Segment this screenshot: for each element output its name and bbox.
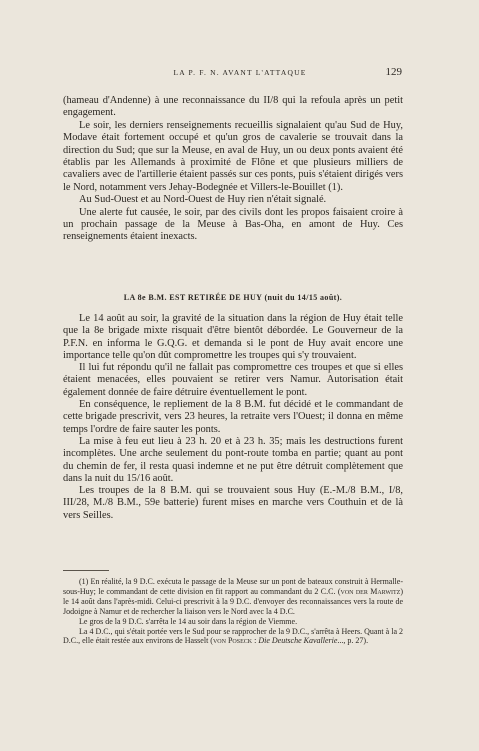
footnote-text: : (252, 636, 259, 646)
book-title: Die Deutsche Kavallerie (258, 636, 338, 646)
footnote-text: (1) En réalité, la 9 D.C. exécuta le passage de la Meuse sur un pont de bateaux construit à Hermalle-sous-Huy; le commandant de cette division en fit rapport au commandant du 2 C.C. ( (63, 577, 403, 596)
paragraph: En conséquence, le repliement de la 8 B.M. fut décidé et le commandant de cette brigade prescrivit, vers 23 heures, la retraite vers l'Ouest; il donna en même temps l'ordre de faire sauter les ponts. (63, 399, 403, 435)
section-heading: LA 8e B.M. EST RETIRÉE DE HUY (nuit du 14/15 août). (123, 293, 343, 302)
footnote (63, 627, 403, 647)
section-text (63, 313, 403, 522)
footnote (63, 577, 403, 617)
paragraph: Les troupes de la 8 B.M. qui se trouvaient sous Huy (E.-M./8 B.M., I/8, III/28, M./8 B.M., 59e batterie) furent mises en marche vers Couthuin et de là vers Seilles. (63, 485, 403, 521)
paragraph: Une alerte fut causée, le soir, par des civils dont les propos faisaient croire à un prochain passage de la Meuse à Bas-Oha, en amont de Huy. Ces renseignements étaient inexacts. (63, 206, 403, 243)
paragraph: Le 14 août au soir, la gravité de la situation dans la région de Huy était telle que la 8e brigade mixte risquait d'être bientôt débordée. Le Gouverneur de la P.F.N. en informa le G.Q.G. et demanda si le pont de Huy avait encore une importance telle qu'on dût compromettre les troupes qui s'y trouvaient. (63, 313, 403, 361)
footnotes (63, 577, 403, 646)
footnote-rule (63, 570, 109, 571)
paragraph: Le soir, les derniers renseignements recueillis signalaient qu'au Sud de Huy, Modave était fortement occupé et qu'un gros de cavalerie se trouvait dans la direction du Sud; que sur la Meuse, en aval de Huy, un ou deux ponts avaient été établis par les Allemands à proximité de Flône et que plusieurs milliers de cavaliers avec de l'artillerie étaient passés sur ces ponts, puis s'étaient dirigés vers le Nord, notamment vers Jehay-Bodegnée et Villers-le-Bouillet (1). (63, 119, 403, 193)
author-name: von Poseck (212, 636, 253, 646)
footnote: Le gros de la 9 D.C. s'arrêta le 14 au soir dans la région de Viemme. (79, 616, 298, 626)
page-number: 129 (385, 66, 402, 78)
running-title: LA P. F. N. AVANT L'ATTAQUE (173, 68, 307, 77)
paragraph: La mise à feu eut lieu à 23 h. 20 et à 23 h. 35; mais les destructions furent incomplètes. Une arche seulement du pont-route tomba en partie; quant au pont du chemin de fer, il resta quasi indemne et ne put être détruit complètement que dans la nuit du 15/16 août. (63, 435, 403, 484)
footnote-text: ) le 14 août dans l'après-midi. Celui-ci prescrivit à la 9 D.C. d'envoyer des reconnaissances vers la route de Jodoigne à Namur et de rechercher la liaison vers le Nord avec la 4 D.C. (63, 586, 403, 616)
paragraph: (hameau d'Andenne) à une reconnaissance du II/8 qui la refoula après un petit engagement. (63, 95, 403, 119)
footnote-text: La 4 D.C., qui s'était portée vers le Sud pour se rapprocher de la 9 D.C., s'arrêta à Heers. Quant à la 2 D.C., elle était restée aux environs de Hasselt ( (63, 626, 403, 646)
paragraph: Il lui fut répondu qu'il ne fallait pas compromettre ces troupes et que si elles étaient menacées, elles pouvaient se retirer vers Namur. Autorisation était également donnée de faire détruire éventuellement le pont. (63, 362, 403, 398)
paragraph: Au Sud-Ouest et au Nord-Ouest de Huy rien n'était signalé. (79, 194, 327, 206)
footnote-text: ..., p. 27). (337, 636, 369, 646)
page-header (0, 66, 479, 80)
body-text (63, 95, 403, 244)
author-name: von der Marwitz (340, 586, 401, 596)
